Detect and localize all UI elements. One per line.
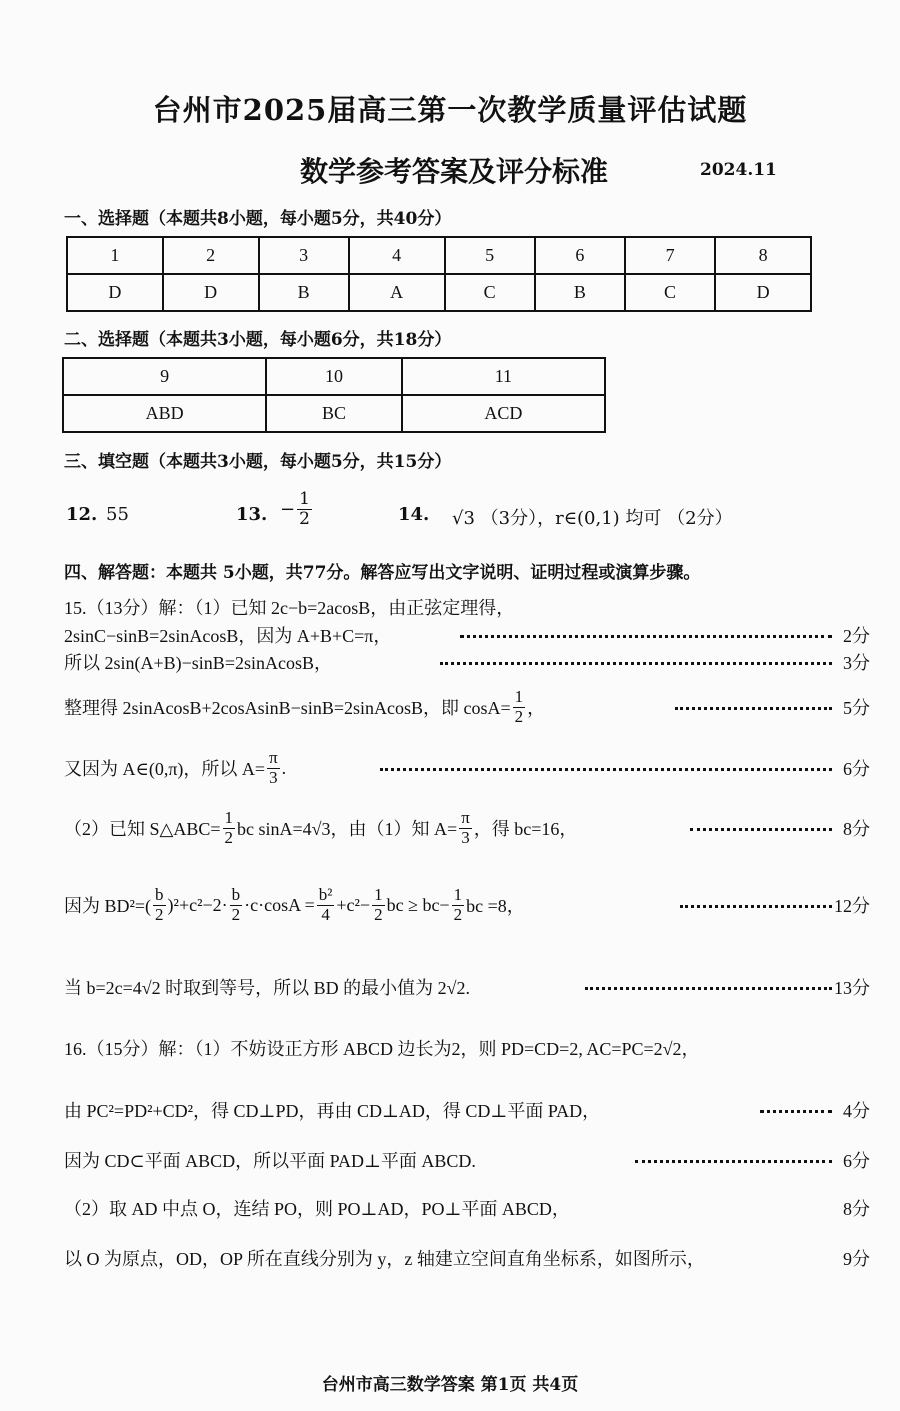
score-mark: 6分 [843,759,870,779]
fraction [267,749,280,787]
solution-text: 所以 2sin(A+B)−sinB=2sinAcosB， [64,653,332,673]
solution-text: bc ≥ bc− [386,894,450,915]
solution-text: 16.（15分）解：（1）不妨设正方形 ABCD 边长为2，则 PD=CD=2, AC=PC=2√2， [64,1039,700,1059]
fraction [317,886,335,924]
score-mark: 8分 [843,1199,870,1219]
document-subtitle: 数学参考答案及评分标准 [300,155,609,188]
fraction-numerator: 1 [514,686,524,706]
page-footer: 台州市高三数学答案 第1页 共4页 [321,1375,579,1395]
solution-text: 由 PC²=PD²+CD²，得 CD⊥PD，再由 CD⊥AD，得 CD⊥平面 PAD， [64,1101,601,1121]
score-mark: 9分 [843,1249,870,1269]
q12-label: 12. [66,504,98,525]
document-date: 2024.11 [700,160,777,180]
solution-text: 15.（13分）解：（1）已知 2c−b=2acosB，由正弦定理得， [64,598,515,618]
fraction [230,886,243,924]
fraction [223,809,236,847]
solution-line [64,803,870,853]
solution-line [64,1085,870,1135]
solution-text: ·c·cosA = [244,894,315,915]
dot-leader [380,768,832,771]
solution-line [64,1233,870,1283]
score-mark: 6分 [843,1151,870,1171]
solution-line [64,962,870,1012]
solution-line [64,682,870,732]
fraction-numerator: 1 [224,807,234,827]
score-mark: 2分 [843,626,870,646]
section2-answers-row [63,395,605,432]
q13-label: 13. [236,504,268,525]
fraction-denominator: 4 [321,904,330,924]
solution-text: +c²− [336,894,371,915]
solution-text: bc =8， [466,896,525,916]
section1-cell: C [445,274,535,311]
section1-cell: 5 [445,237,535,274]
q13-sign: − [280,498,296,520]
fraction-numerator: π [269,747,278,767]
section1-cell: D [163,274,259,311]
score-mark: 3分 [843,653,870,673]
section2-cell: ABD [63,395,266,432]
score-mark: 5分 [843,698,870,718]
fraction-numerator: 1 [453,884,463,904]
solution-text: bc sinA=4√3，由（1）知 A= [237,819,458,839]
fraction-denominator: 2 [514,706,524,726]
fraction [452,886,465,924]
fraction-numerator: b² [318,884,333,904]
section1-cell: D [67,274,163,311]
q13-answer [280,490,314,528]
fraction-numerator: π [461,807,470,827]
section1-cell: B [535,274,625,311]
section1-answer-table [66,236,812,312]
score-mark: 13分 [834,978,870,998]
fraction [513,688,526,726]
q12-answer: 55 [106,504,129,525]
solution-text: （2）已知 S△ABC= [64,819,221,839]
dot-leader [635,1160,832,1163]
fraction-numerator: 1 [374,884,383,904]
q14-label: 14. [398,504,430,525]
dot-leader [675,707,832,710]
solution-line [64,1023,870,1073]
fraction [459,809,472,847]
score-mark: 8分 [843,819,870,839]
solution-text: 因为 CD⊂平面 ABCD，所以平面 PAD⊥平面 ABCD. [64,1151,476,1171]
solution-line [64,743,870,793]
solution-text: 2sinC−sinB=2sinAcosB，因为 A+B+C=π， [64,626,392,646]
fraction-denominator: 2 [453,904,463,924]
solution-text: 当 b=2c=4√2 时取到等号，所以 BD 的最小值为 2√2. [64,978,471,998]
dot-leader [680,905,832,908]
section2-cell: 10 [266,358,402,395]
dot-leader [585,987,832,990]
section1-cell: B [259,274,349,311]
dot-leader [760,1110,832,1113]
solution-text: 又因为 A∈(0,π)，所以 A= [64,759,266,779]
document-title: 台州市2025届高三第一次教学质量评估试题 [152,93,748,127]
section1-cell: 3 [259,237,349,274]
section1-cell: 8 [715,237,811,274]
solution-line [64,880,870,930]
section2-cell: 11 [402,358,605,395]
section2-cell: 9 [63,358,266,395]
solution-text: . [281,757,287,778]
section1-cell: A [349,274,445,311]
section1-answers-row [67,274,811,311]
fraction-denominator: 2 [374,904,383,924]
section1-cell: 1 [67,237,163,274]
section3-heading: 三、填空题（本题共3小题，每小题5分，共15分） [64,452,452,472]
dot-leader [690,828,832,831]
section4-heading: 四、解答题：本题共 5小题，共77分。解答应写出文字说明、证明过程或演算步骤。 [64,563,701,583]
fraction-numerator: b [231,884,241,904]
section1-cell: D [715,274,811,311]
fraction-denominator: 3 [269,767,278,787]
fraction-denominator: 2 [224,827,234,847]
fraction-numerator: b [155,884,164,904]
solution-text: )²+c²−2· [167,894,228,915]
fraction [153,886,166,924]
solution-line [64,1135,870,1185]
dot-leader [440,662,832,665]
solution-text: ， [527,698,546,718]
section2-cell: BC [266,395,402,432]
section2-cell: ACD [402,395,605,432]
solution-text: 因为 BD²=( [64,896,152,916]
solution-text: ，得 bc=16， [473,819,578,839]
section1-cell: 2 [163,237,259,274]
solution-line [64,1183,870,1233]
fraction-denominator: 2 [231,904,241,924]
section2-answer-table [62,357,606,433]
score-mark: 4分 [843,1101,870,1121]
section1-cell: 7 [625,237,715,274]
score-mark: 12分 [834,896,870,916]
section1-heading: 一、选择题（本题共8小题，每小题5分，共40分） [64,209,452,229]
q14-answer: √3 （3分），r∈(0,1) 均可 （2分） [452,508,733,529]
solution-text: （2）取 AD 中点 O，连结 PO，则 PO⊥AD，PO⊥平面 ABCD， [64,1199,570,1219]
section2-heading: 二、选择题（本题共3小题，每小题6分，共18分） [64,330,452,350]
section1-cell: C [625,274,715,311]
section1-cell: 6 [535,237,625,274]
q13-numerator: 1 [299,489,310,509]
solution-text: 整理得 2sinAcosB+2cosAsinB−sinB=2sinAcosB，即 cosA= [64,698,511,718]
section1-numbers-row [67,237,811,274]
fraction [372,886,385,924]
fraction-denominator: 2 [155,904,164,924]
section1-cell: 4 [349,237,445,274]
solution-line [64,637,870,687]
section2-numbers-row [63,358,605,395]
q13-denominator: 2 [299,508,310,529]
solution-text: 以 O 为原点，OD，OP 所在直线分别为 y，z 轴建立空间直角坐标系，如图所示， [64,1249,705,1269]
fraction-denominator: 3 [461,827,470,847]
